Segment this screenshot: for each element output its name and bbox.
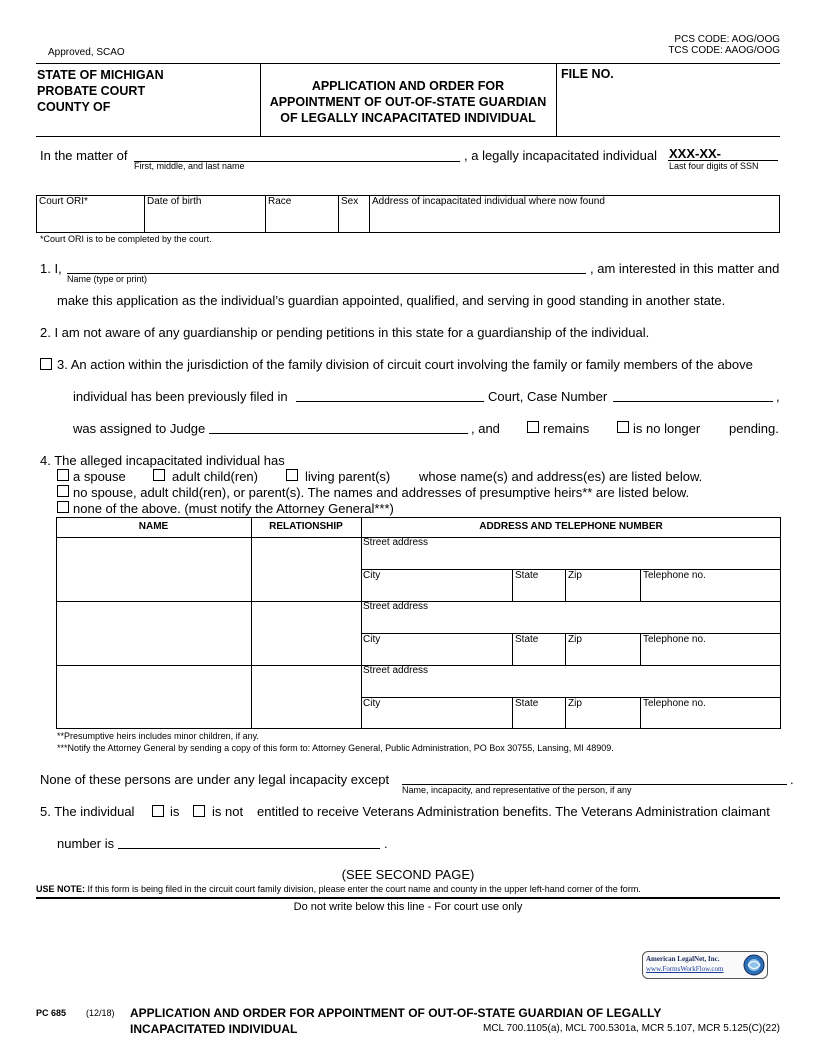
ssn-caption: Last four digits of SSN [669,161,759,171]
title-line2: APPOINTMENT OF OUT-OF-STATE GUARDIAN [269,95,547,109]
no-longer-label: is no longer [633,421,701,436]
row2-phone-label: Telephone no. [643,634,706,645]
none-label: none of the above. (must notify the Attorney General***) [73,501,394,516]
item3-judge-label: was assigned to Judge [73,421,206,436]
footer-title-line1: APPLICATION AND ORDER FOR APPOINTMENT OF OUT-OF-STATE GUARDIAN OF LEGALLY [130,1006,662,1020]
remains-checkbox[interactable] [527,421,539,433]
logo-line2: www.FormsWorkFlow.com [646,965,724,973]
row3-zip-label: Zip [568,698,582,709]
heirs-note2: ***Notify the Attorney General by sending a copy of this form to: Attorney General, Public Administration, PO Box 30755, Lansing, MI 48909. [57,743,614,753]
living-parents-label: living parent(s) [305,469,391,484]
form-number: PC 685 [36,1008,67,1018]
court-heading [37,67,164,115]
col-address: ADDRESS AND TELEPHONE NUMBER [479,521,663,532]
footer-citations: MCL 700.1105(a), MCL 700.5301a, MCR 5.107, MCR 5.125(C)(22) [483,1023,780,1034]
item4-intro: 4. The alleged incapacitated individual has [40,453,285,468]
item1-suffix: , am interested in this matter and [590,261,780,276]
spouse-label: a spouse [73,469,126,484]
whose-text: whose name(s) and address(es) are listed below. [419,469,703,484]
pcs-code: PCS CODE: AOG/OOG [674,34,780,45]
matter-prefix: In the matter of [40,148,128,163]
row2-state-label: State [515,634,539,645]
row1-zip-label: Zip [568,570,582,581]
form-revision: (12/18) [86,1008,115,1018]
no-spouse-checkbox[interactable] [57,485,69,497]
item3-line1: 3. An action within the jurisdiction of the family division of circuit court involving the family or family members of the above [57,357,753,372]
item3-case-number-label: Court, Case Number [488,389,608,404]
court-line2: PROBATE COURT [37,84,146,98]
prior-court-field[interactable] [296,401,484,402]
sex-label: Sex [341,196,359,207]
file-no-label: FILE NO. [561,67,614,81]
row3-phone-label: Telephone no. [643,698,706,709]
col-relationship: RELATIONSHIP [269,521,343,532]
item5-prefix: 5. The individual [40,804,135,819]
court-line1: STATE OF MICHIGAN [37,68,164,82]
row1-state-label: State [515,570,539,581]
item5-suffix: entitled to receive Veterans Administration benefits. The Veterans Administration claimant [257,804,770,819]
see-second-page: (SEE SECOND PAGE) [341,867,475,882]
court-ori-label: Court ORI* [39,196,88,207]
va-is-label: is [170,804,180,819]
living-parents-checkbox[interactable] [286,469,298,481]
heirs-note1: **Presumptive heirs includes minor children, if any. [57,731,259,741]
item1-line2: make this application as the individual’s guardian appointed, qualified, and serving in good standing in another state. [57,293,726,308]
va-is-not-checkbox[interactable] [193,805,205,817]
form-title [260,78,556,126]
row2-city-label: City [363,634,381,645]
prior-case-number-field[interactable] [613,401,773,402]
dob-label: Date of birth [147,196,202,207]
approved-label: Approved, SCAO [48,47,125,58]
code-block [668,34,780,56]
court-line3: COUNTY OF [37,100,111,114]
incapacity-end: . [790,772,794,787]
tcs-code: TCS CODE: AAOG/OOG [668,45,780,56]
no-spouse-label: no spouse, adult child(ren), or parent(s). The names and addresses of presumptive heirs** are listed below. [73,485,690,500]
va-number-field[interactable] [118,848,380,849]
item3-and: , and [471,421,500,436]
race-label: Race [268,196,292,207]
row3-state-label: State [515,698,539,709]
matter-name-caption: First, middle, and last name [134,161,245,171]
row2-zip-label: Zip [568,634,582,645]
globe-icon [743,954,765,976]
va-number-end: . [384,836,388,851]
title-line1: APPLICATION AND ORDER FOR [311,79,505,93]
applicant-name-caption: Name (type or print) [67,274,148,284]
adult-children-checkbox[interactable] [153,469,165,481]
ssn-value: XXX-XX- [669,146,722,161]
footer-title-line2: INCAPACITATED INDIVIDUAL [130,1022,298,1036]
row3-city-label: City [363,698,381,709]
row1-phone-label: Telephone no. [643,570,706,581]
item3-filed-in-label: individual has been previously filed in [73,389,288,404]
title-line3: OF LEGALLY INCAPACITATED INDIVIDUAL [280,111,536,125]
row1-city-label: City [363,570,381,581]
court-ori-footnote: *Court ORI is to be completed by the court. [40,234,212,244]
incapacity-prefix: None of these persons are under any legal incapacity except [40,772,390,787]
use-note-text: If this form is being filed in the circuit court family division, please enter the court name and county in the upper left-hand corner of the form. [87,884,641,894]
use-note-label: USE NOTE: [36,884,86,894]
row2-street-label: Street address [363,601,429,612]
court-use-label: Do not write below this line - For court use only [293,901,523,913]
item1-prefix: 1. I, [40,261,62,276]
item3-checkbox[interactable] [40,358,52,370]
matter-suffix: , a legally incapacitated individual [464,148,657,163]
adult-children-label: adult child(ren) [172,469,258,484]
col-name: NAME [138,521,169,532]
row3-street-label: Street address [363,665,429,676]
none-checkbox[interactable] [57,501,69,513]
spouse-checkbox[interactable] [57,469,69,481]
item3-comma: , [776,389,780,404]
address-label: Address of incapacitated individual where now found [372,196,605,207]
no-longer-checkbox[interactable] [617,421,629,433]
row1-street-label: Street address [363,537,429,548]
pending-label: pending. [729,421,779,436]
va-number-label: number is [57,836,115,851]
va-is-not-label: is not [212,804,244,819]
file-no-field[interactable] [640,66,776,132]
prior-judge-field[interactable] [209,433,468,434]
incapacity-caption: Name, incapacity, and representative of the person, if any [402,785,632,795]
logo-line1: American LegalNet, Inc. [646,955,720,963]
item2-text: 2. I am not aware of any guardianship or pending petitions in this state for a guardianship of the individual. [40,325,650,340]
remains-label: remains [543,421,590,436]
use-note [36,884,641,894]
legalnet-logo [642,951,768,979]
va-is-checkbox[interactable] [152,805,164,817]
